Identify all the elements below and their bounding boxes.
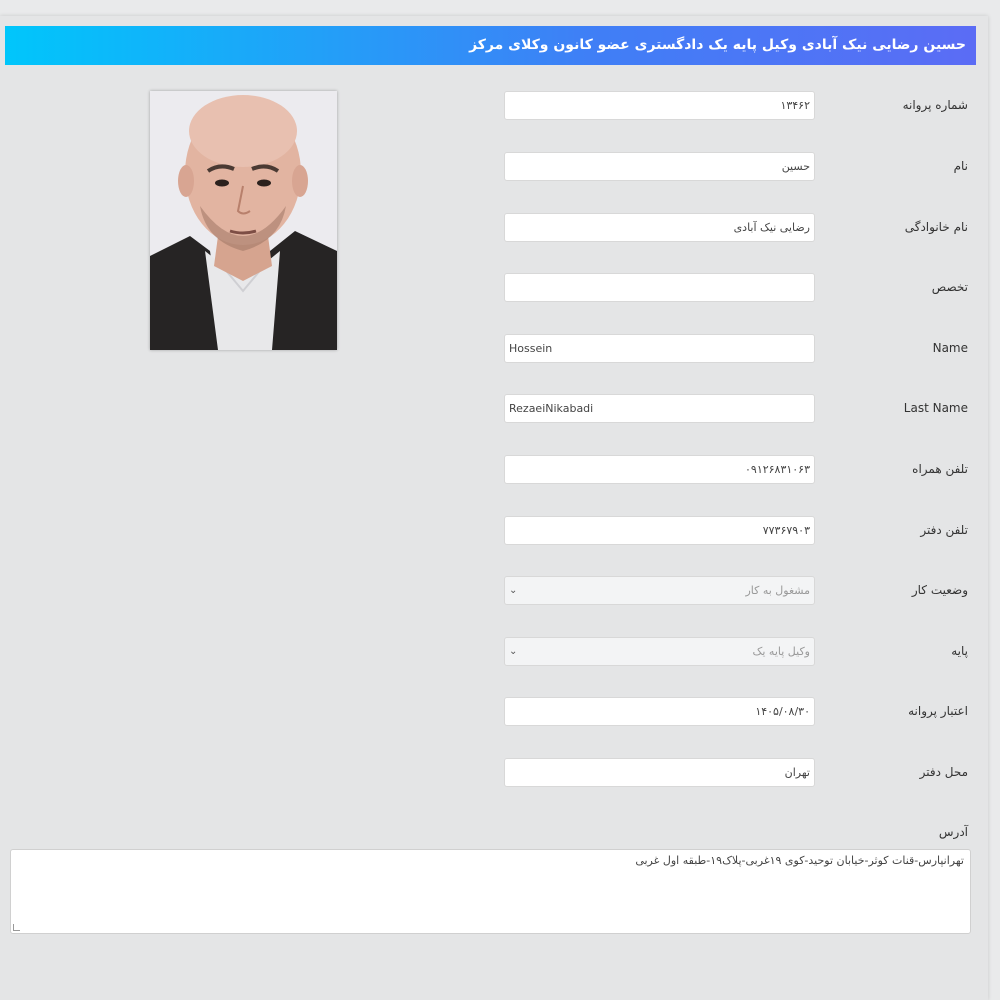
address-value: تهرانپارس-قنات کوثر-خیابان توحید-کوی ۱۹غربی-پلاک۱۹-طبقه اول غربی (635, 854, 964, 867)
grade-select[interactable] (504, 637, 815, 666)
office-phone-label: تلفن دفتر (920, 523, 968, 537)
last-name-en-field[interactable]: RezaeiNikabadi (504, 394, 815, 423)
work-status-label: وضعیت کار (911, 583, 968, 597)
last-name-en-label: Last Name (903, 401, 968, 415)
mobile-field[interactable]: ۰۹۱۲۶۸۳۱۰۶۳ (504, 455, 815, 484)
work-status-value: مشغول به کار (745, 584, 810, 597)
grade-label: پایه (951, 644, 968, 658)
office-phone-field[interactable]: ۷۷۳۶۷۹۰۳ (504, 516, 815, 545)
chevron-down-icon: ⌄ (509, 585, 518, 596)
address-textarea[interactable] (10, 849, 971, 934)
last-name-label: نام خانوادگی (904, 220, 968, 234)
chevron-down-icon: ⌄ (509, 646, 518, 657)
mobile-label: تلفن همراه (912, 462, 968, 476)
specialty-label: تخصص (931, 280, 968, 294)
license-validity-label: اعتبار پروانه (908, 704, 968, 718)
work-status-select[interactable] (504, 576, 815, 605)
page-title: حسین رضایی نیک آبادی وکیل پایه یک دادگستری عضو کانون وکلای مرکز (5, 26, 976, 65)
name-en-field[interactable]: Hossein (504, 334, 815, 363)
license-validity-field[interactable]: ۱۴۰۵/۰۸/۳۰ (504, 697, 815, 726)
first-name-field[interactable]: حسین (504, 152, 815, 181)
license-number-field[interactable]: ۱۳۴۶۲ (504, 91, 815, 120)
address-label: آدرس (938, 825, 968, 839)
portrait-image (150, 91, 337, 350)
last-name-field[interactable]: رضایی نیک آبادی (504, 213, 815, 242)
lawyer-photo (150, 91, 337, 350)
office-location-label: محل دفتر (919, 765, 968, 779)
grade-value: وکیل پایه یک (752, 645, 810, 658)
office-location-field[interactable]: تهران (504, 758, 815, 787)
name-en-label: Name (932, 341, 968, 355)
specialty-field[interactable] (504, 273, 815, 302)
license-number-label: شماره پروانه (902, 98, 968, 112)
resize-handle-icon[interactable] (13, 924, 20, 931)
first-name-label: نام (953, 159, 968, 173)
